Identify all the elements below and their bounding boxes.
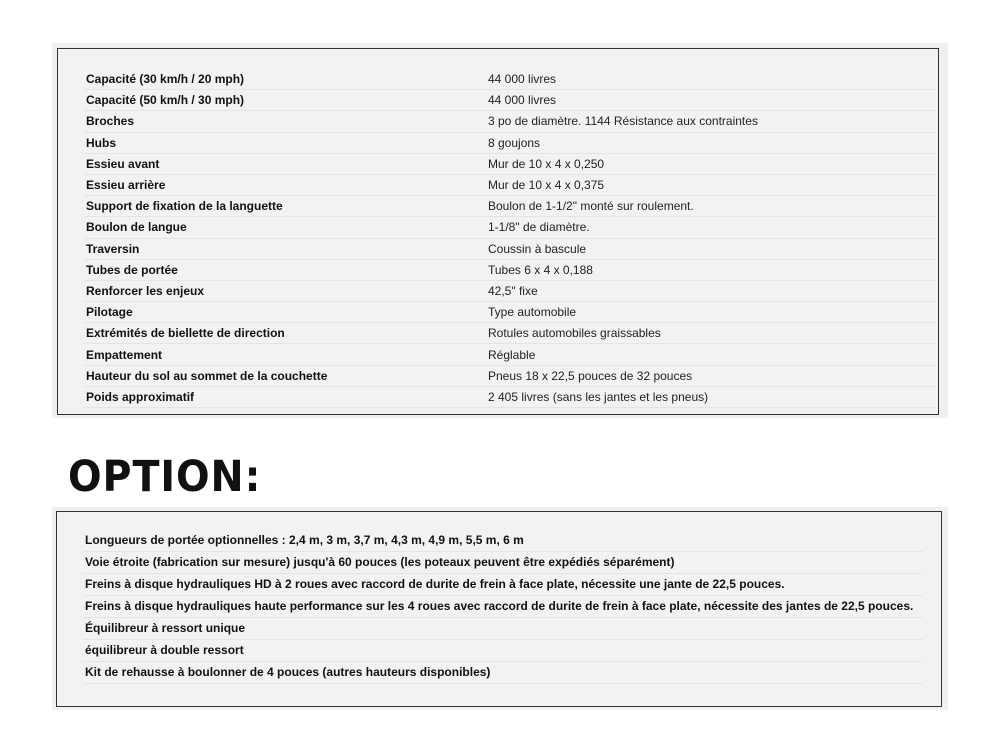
option-row — [83, 662, 923, 684]
spec-value: 3 po de diamètre. 1144 Résistance aux contraintes — [486, 111, 936, 132]
spec-value: Mur de 10 x 4 x 0,250 — [486, 153, 936, 174]
spec-label: Tubes de portée — [84, 259, 486, 280]
spec-table-frame — [57, 48, 939, 415]
spec-value: 42,5" fixe — [486, 280, 936, 301]
option-row — [83, 530, 923, 552]
option-row — [83, 618, 923, 640]
spec-row — [84, 174, 936, 195]
spec-label: Pilotage — [84, 302, 486, 323]
spec-label: Essieu arrière — [84, 174, 486, 195]
option-row — [83, 574, 923, 596]
spec-label: Broches — [84, 111, 486, 132]
option-row — [83, 640, 923, 662]
spec-value: Boulon de 1-1/2" monté sur roulement. — [486, 196, 936, 217]
spec-value: Type automobile — [486, 302, 936, 323]
spec-row — [84, 386, 936, 407]
spec-value: Coussin à bascule — [486, 238, 936, 259]
spec-value: 44 000 livres — [486, 90, 936, 111]
spec-value: Rotules automobiles graissables — [486, 323, 936, 344]
option-item: Longueurs de portée optionnelles : 2,4 m, 3 m, 3,7 m, 4,3 m, 4,9 m, 5,5 m, 6 m — [83, 530, 923, 552]
option-heading: OPTION: — [68, 452, 262, 502]
spec-label: Hauteur du sol au sommet de la couchette — [84, 365, 486, 386]
spec-row — [84, 259, 936, 280]
spec-value: 1-1/8" de diamètre. — [486, 217, 936, 238]
spec-value: Réglable — [486, 344, 936, 365]
spec-label: Renforcer les enjeux — [84, 280, 486, 301]
spec-label: Capacité (50 km/h / 30 mph) — [84, 90, 486, 111]
option-item: Freins à disque hydrauliques haute performance sur les 4 roues avec raccord de durite de frein à face plate, nécessite des jantes de 22,5 pouces. — [83, 596, 923, 618]
spec-row — [84, 217, 936, 238]
spec-label: Poids approximatif — [84, 386, 486, 407]
spec-row — [84, 90, 936, 111]
option-item: Équilibreur à ressort unique — [83, 618, 923, 640]
spec-value: Pneus 18 x 22,5 pouces de 32 pouces — [486, 365, 936, 386]
option-item: Kit de rehausse à boulonner de 4 pouces (autres hauteurs disponibles) — [83, 662, 923, 684]
spec-label: Essieu avant — [84, 153, 486, 174]
spec-value: 2 405 livres (sans les jantes et les pneus) — [486, 386, 936, 407]
option-row — [83, 596, 923, 618]
option-item: équilibreur à double ressort — [83, 640, 923, 662]
spec-label: Traversin — [84, 238, 486, 259]
spec-table — [84, 69, 936, 408]
spec-table-panel — [52, 43, 948, 418]
spec-row — [84, 323, 936, 344]
spec-value: Tubes 6 x 4 x 0,188 — [486, 259, 936, 280]
options-table-panel — [52, 507, 948, 710]
spec-row — [84, 196, 936, 217]
spec-label: Hubs — [84, 132, 486, 153]
options-table-frame — [56, 511, 942, 707]
spec-row — [84, 153, 936, 174]
spec-label: Capacité (30 km/h / 20 mph) — [84, 69, 486, 90]
spec-value: 44 000 livres — [486, 69, 936, 90]
option-item: Freins à disque hydrauliques HD à 2 roues avec raccord de durite de frein à face plate, nécessite une jante de 22,5 pouces. — [83, 574, 923, 596]
spec-label: Boulon de langue — [84, 217, 486, 238]
spec-row — [84, 69, 936, 90]
spec-row — [84, 238, 936, 259]
spec-label: Empattement — [84, 344, 486, 365]
option-item: Voie étroite (fabrication sur mesure) jusqu'à 60 pouces (les poteaux peuvent être expédiés séparément) — [83, 552, 923, 574]
spec-row — [84, 280, 936, 301]
option-row — [83, 552, 923, 574]
spec-row — [84, 302, 936, 323]
spec-label: Support de fixation de la languette — [84, 196, 486, 217]
spec-row — [84, 132, 936, 153]
spec-value: Mur de 10 x 4 x 0,375 — [486, 174, 936, 195]
options-table — [83, 530, 923, 684]
spec-value: 8 goujons — [486, 132, 936, 153]
spec-label: Extrémités de biellette de direction — [84, 323, 486, 344]
spec-row — [84, 111, 936, 132]
spec-row — [84, 365, 936, 386]
spec-row — [84, 344, 936, 365]
